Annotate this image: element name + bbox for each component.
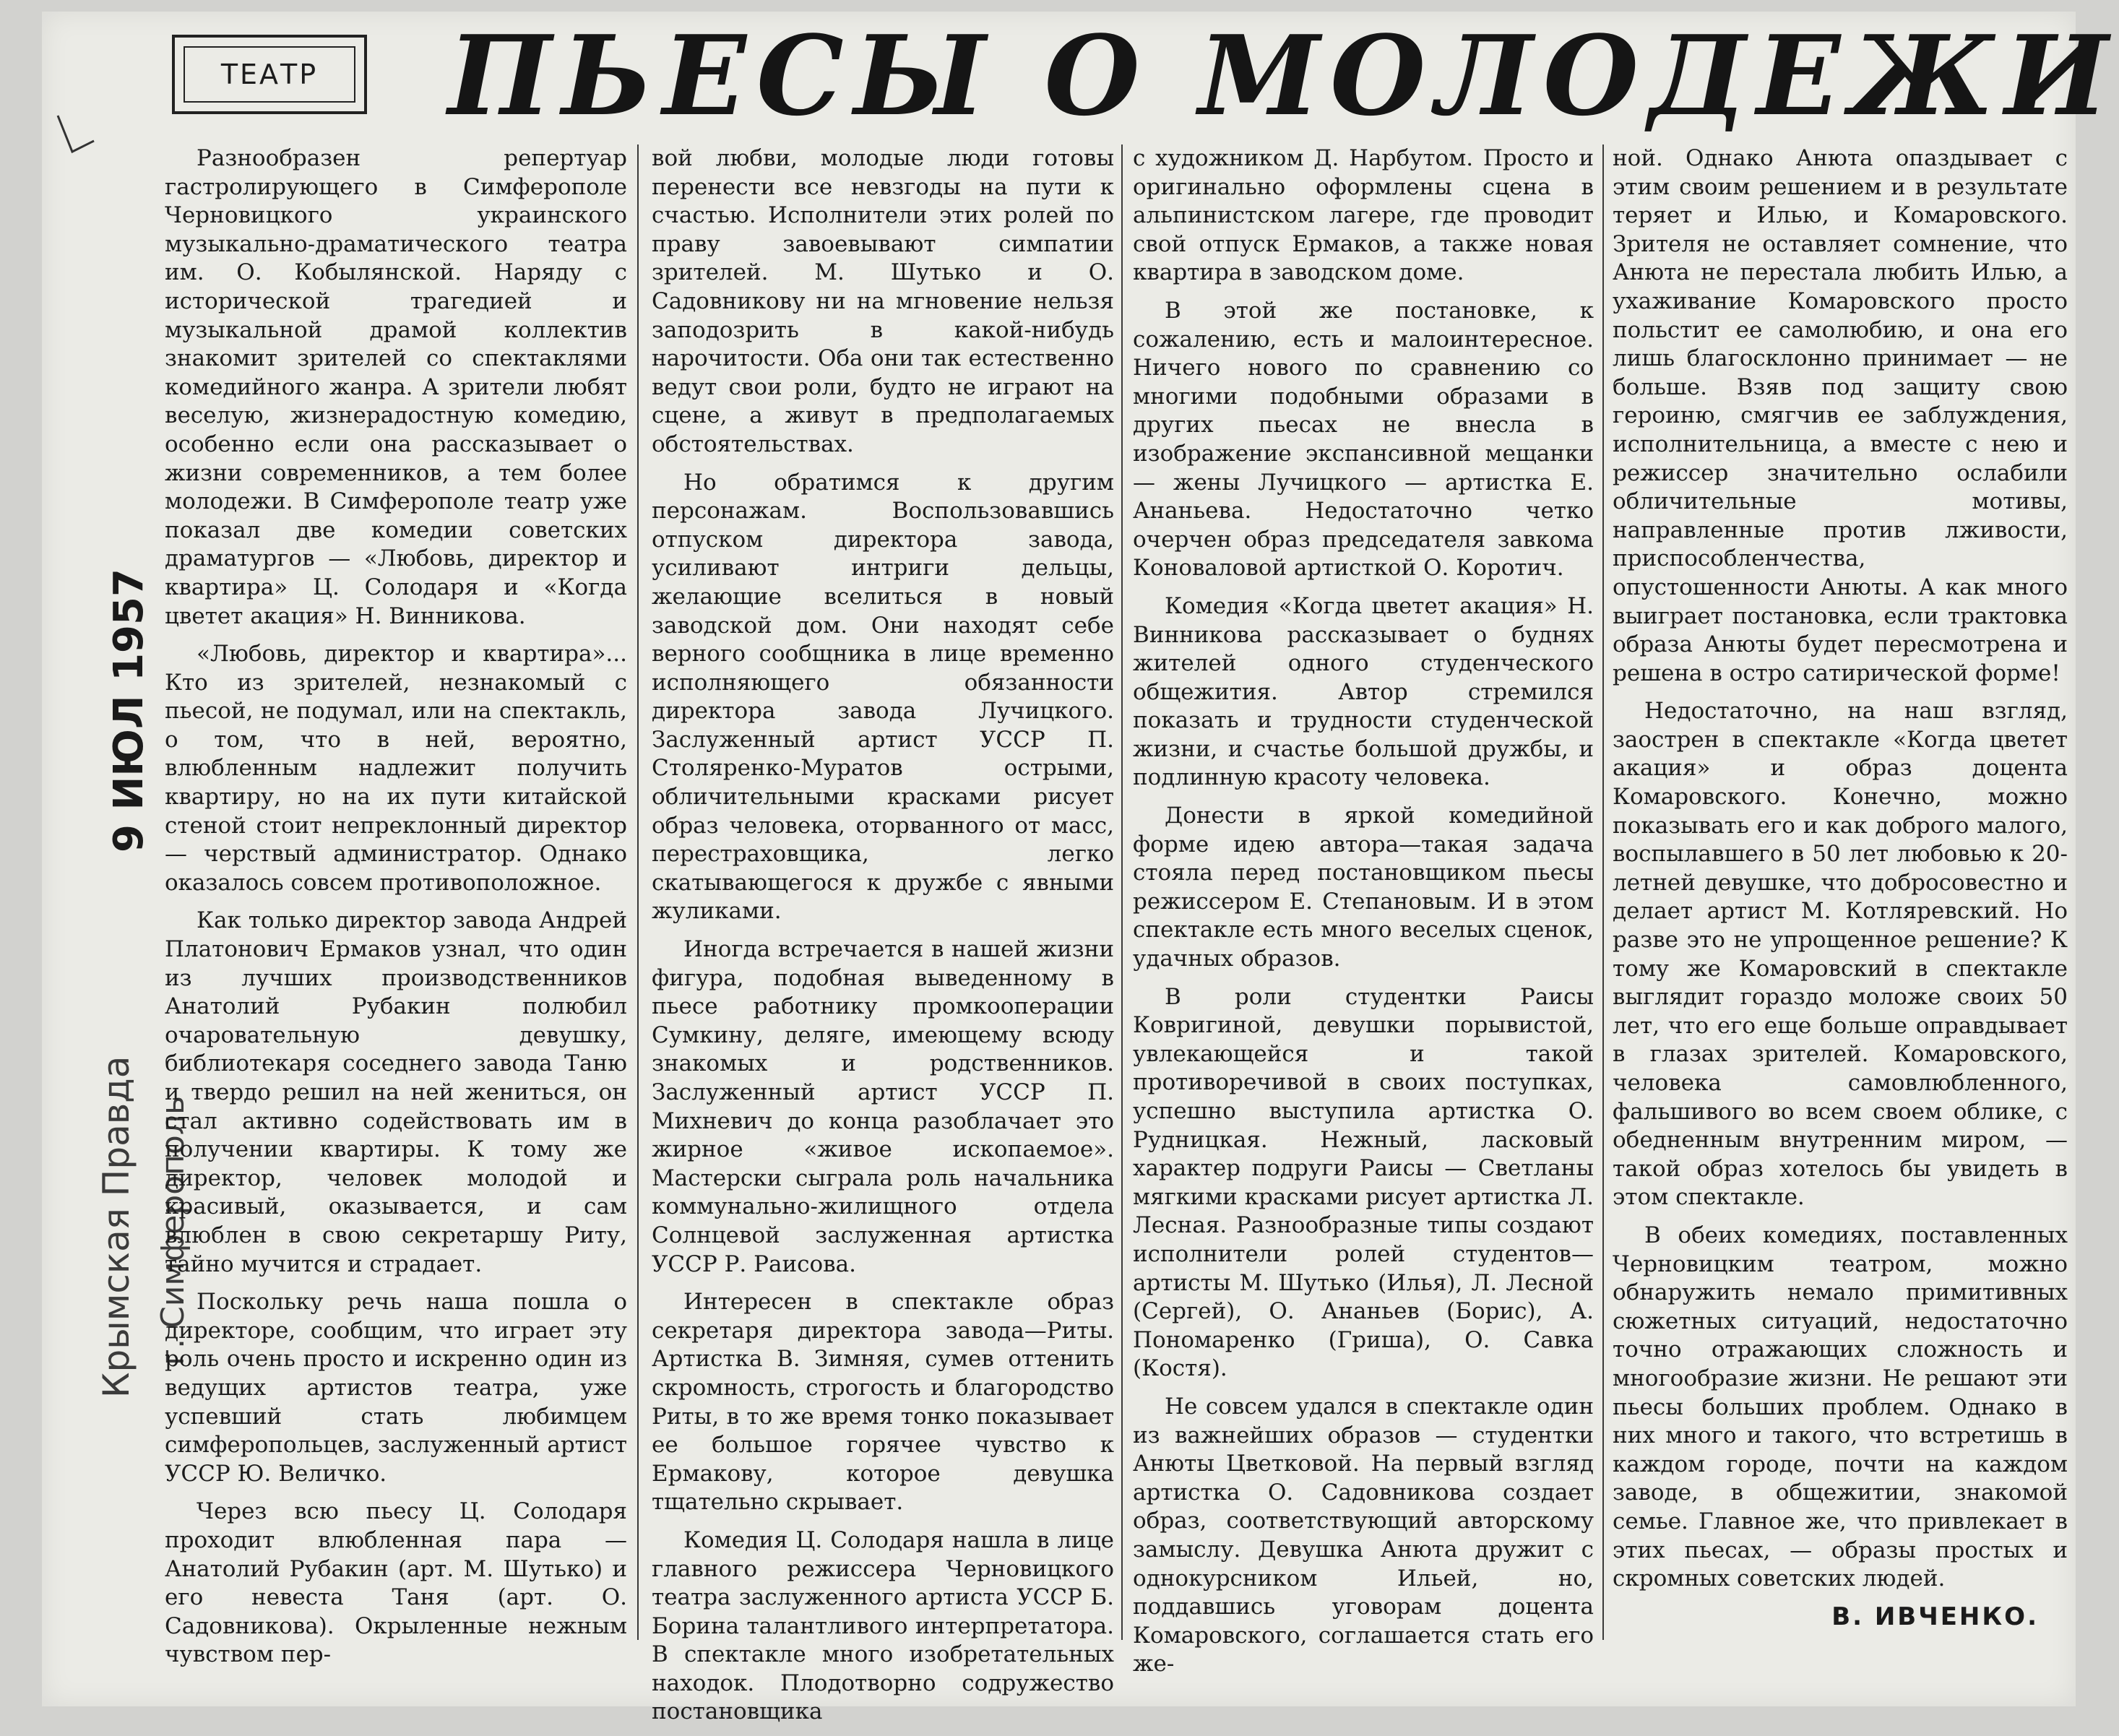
paragraph: Разнообразен репертуар гастролирующего в Симферополе Черновицкого украинского музыкально-драматического театра им. О. Кобылянской. Наряду с исторической трагедией и музыкальной драмой коллектив знакомит зрителей со спектаклями комедийного жанра. А зрители любят веселую, жизнерадостную комедию, особенно если она рассказывает о жизни современников, а тем более молодежи. В Симферополе театр уже показал две комедии советских драматургов — «Любовь, директор и квартира» Ц. Солодаря и «Когда цветет акация» Н. Винникова.	[165, 145, 627, 629]
paragraph: Как только директор завода Андрей Платонович Ермаков узнал, что один из лучших производственников Анатолий Рубакин полюбил очаровательную девушку, библиотекаря соседнего завода Таню и твердо решил на ней жениться, он стал активно содействовать им в получении квартиры. К тому же директор, человек молодой и красивый, оказывается, и сам влюблен в свою секретаршу Риту, тайно мучится и страдает.	[165, 907, 627, 1277]
paragraph: Не совсем удался в спектакле один из важнейших образов — студентки Анюты Цветковой. На первый взгляд артистка О. Садовникова создает образ, соответствующий авторскому замыслу. Девушка Анюта дружит с однокурсником Ильей, но, поддавшись уговорам доцента Комаровского, соглашается стать его же-	[1133, 1393, 1594, 1677]
paragraph: Комедия «Когда цветет акация» Н. Винникова рассказывает о буднях жителей одного студенческого общежития. Автор стремился показать и трудности студенческой жизни, и счастье большой дружбы, и подлинную красоту человека.	[1133, 592, 1594, 791]
source-stamp: Крымская Правда	[95, 1055, 137, 1398]
article-column-2	[652, 144, 1114, 1736]
paragraph: Донести в яркой комедийной форме идею автора—такая задача стояла перед постановщиком пьесы режиссером Е. Степановым. И в этом спектакле есть много веселых сценок, удачных образов.	[1133, 803, 1594, 972]
paragraph: ной. Однако Анюта опаздывает с этим своим решением и в результате теряет и Илью, и Комаровского. Зрителя не оставляет сомнение, что Анюта не перестала любить Илью, а ухаживание Комаровского просто польстит ее самолюбию, и она его лишь благосклонно принимает — не больше. Взяв под защиту свою героиню, смягчив ее заблуждения, исполнительница, а вместе с нею и режиссер значительно ослабили обличительные мотивы, направленные против лживости, приспособленчества, опустошенности Анюты. А как много выиграет постановка, если трактовка образа Анюты будет пересмотрена и решена в остро сатирической форме!	[1613, 145, 2068, 686]
paragraph: В этой же постановке, к сожалению, есть и малоинтересное. Ничего нового по сравнению со многими подобными образами в других пьесах не внесла в изображение экспансивной мещанки — жены Лучицкого — артистка Е. Ананьева. Недостаточно четко очерчен образ председателя завкома Коноваловой артисткой О. Коротич.	[1133, 297, 1594, 582]
rubric-box	[172, 35, 367, 114]
article-column-3	[1133, 144, 1594, 1688]
date-stamp: 9 ИЮЛ 1957	[105, 569, 152, 852]
city-stamp: г. Симферополь	[155, 1096, 191, 1365]
pen-mark-icon	[51, 101, 108, 173]
rubric-label: ТЕАТР	[184, 46, 355, 103]
paragraph: В роли студентки Раисы Ковригиной, девушки порывистой, увлекающейся и такой противоречивой в своих поступках, успешно выступила артистка О. Рудницкая. Нежный, ласковый характер подруги Раисы — Светланы мягкими красками рисует артистка Л. Лесная. Разнообразные типы создают исполнители ролей студентов—артисты М. Шутько (Илья), Л. Лесной (Сергей), О. Ананьев (Борис), А. Пономаренко (Гриша), О. Савка (Костя).	[1133, 983, 1594, 1382]
column-divider	[637, 144, 639, 1640]
paragraph: Интересен в спектакле образ секретаря директора завода—Риты. Артистка В. Зимняя, сумев оттенить скромность, строгость и благородство Риты, в то же время тонко показывает ее большое горячее чувство к Ермакову, которое девушка тщательно скрывает.	[652, 1289, 1114, 1516]
paragraph: Через всю пьесу Ц. Солодаря проходит влюбленная пара — Анатолий Рубакин (арт. М. Шутько) и его невеста Таня (арт. О. Садовникова). Окрыленные нежным чувством пер-	[165, 1498, 627, 1668]
paragraph: Недостаточно, на наш взгляд, заострен в спектакле «Когда цветет акация» и образ доцента Комаровского. Конечно, можно показывать его и как доброго малого, воспылавшего в 50 лет любовью к 20-летней девушке, что добросовестно и делает артист М. Котляревский. Но разве это не упрощенное решение? К тому же Комаровский в спектакле выглядит гораздо моложе своих 50 лет, что его еще больше оправдывает в глазах зрителей. Комаровского, человека самовлюбленного, фальшивого во всем своем облике, с обедненным внутренним миром, — такой образ хотелось бы увидеть в этом спектакле.	[1613, 698, 2068, 1211]
paragraph: В обеих комедиях, поставленных Черновицким театром, можно обнаружить немало примитивных сюжетных ситуаций, недостаточно точно отражающих сложность и многообразие жизни. Не решают эти пьесы больших проблем. Однако в них много и такого, что встретишь в каждом городе, почти на каждом заводе, в общежитии, знакомой семье. Главное же, что привлекает в этих пьесах, — образы простых и скромных советских людей.	[1613, 1222, 2068, 1592]
article-column-1	[165, 144, 627, 1679]
paragraph: Иногда встречается в нашей жизни фигура, подобная выведенному в пьесе работнику промкооперации Сумкину, деляге, имеющему всюду знакомых и родственников. Заслуженный артист УССР П. Михневич до конца разоблачает это жирное «живое ископаемое». Мастерски сыграла роль начальника коммунально-жилищного отдела Солнцевой заслуженная артистка УССР Р. Раисова.	[652, 936, 1114, 1277]
paragraph: Поскольку речь наша пошла о директоре, сообщим, что играет эту роль очень просто и искренно один из ведущих артистов театра, уже успевший стать любимцем симферопольцев, заслуженный артист УССР Ю. Величко.	[165, 1289, 627, 1487]
column-divider	[1602, 144, 1604, 1640]
headline: ПЬЕСЫ О МОЛОДЕЖИ	[448, 11, 2119, 140]
paragraph: Комедия Ц. Солодаря нашла в лице главного режиссера Черновицкого театра заслуженного артиста УССР Б. Борина талантливого интерпретатора. В спектакле много изобретательных находок. Плодотворно содружество постановщика	[652, 1526, 1114, 1725]
paragraph: вой любви, молодые люди готовы перенести все невзгоды на пути к счастью. Исполнители этих ролей по праву завоевывают симпатии зрителей. М. Шутько и О. Садовникову ни на мгновение нельзя заподозрить в какой-нибудь нарочитости. Оба они так естественно ведут свои роли, будто не играют на сцене, а живут в предполагаемых обстоятельствах.	[652, 145, 1114, 457]
column-divider	[1121, 144, 1123, 1640]
paragraph: «Любовь, директор и квартира»... Кто из зрителей, незнакомый с пьесой, не подумал, или на спектакль, о том, что в ней, вероятно, влюбленным надлежит получить квартиру, но на их пути китайской стеной стоит непреклонный директор — черствый администратор. Однако оказалось совсем противоположное.	[165, 641, 627, 896]
author-signature: В. ИВЧЕНКО.	[1831, 1602, 2039, 1631]
paragraph: с художником Д. Нарбутом. Просто и оригинально оформлены сцена в альпинистском лагере, где проводит свой отпуск Ермаков, а также новая квартира в заводском доме.	[1133, 145, 1594, 286]
paragraph: Но обратимся к другим персонажам. Воспользовавшись отпуском директора завода, усиливают интриги дельцы, желающие вселиться в новый заводской дом. Они находят себе верного сообщника в лице временно исполняющего обязанности директора завода Лучицкого. Заслуженный артист УССР П. Столяренко-Муратов острыми, обличительными красками рисует образ человека, оторванного от масс, перестраховщика, легко скатывающегося к дружбе с явными жуликами.	[652, 469, 1114, 925]
article-column-4	[1613, 144, 2068, 1631]
